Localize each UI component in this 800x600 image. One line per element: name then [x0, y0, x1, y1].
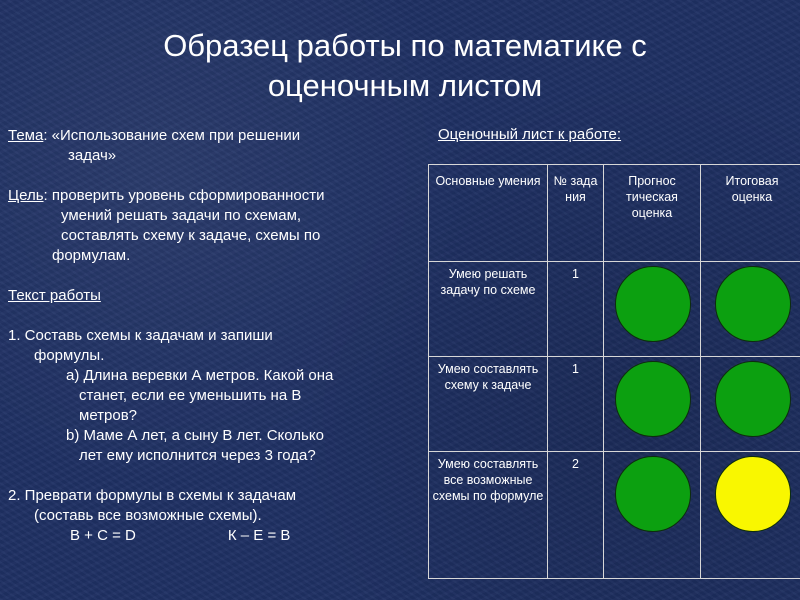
task1b-line-1: b) Маме А лет, а сыну В лет. Сколько [66, 427, 324, 444]
forecast-cell [604, 452, 701, 579]
formula-1: В + С = D [70, 527, 136, 544]
task1a-line-1: а) Длина веревки А метров. Какой она [66, 367, 334, 384]
topic-line [8, 126, 408, 146]
task2-line-2: (составь все возможные схемы). [34, 507, 262, 524]
title-line-2: оценочным листом [267, 68, 543, 103]
goal-label: Цель [8, 187, 44, 204]
final-mark-circle [715, 266, 791, 342]
final-mark-circle [715, 361, 791, 437]
forecast-mark-circle [615, 456, 691, 532]
task1-line-1: 1. Составь схемы к задачам и запиши [8, 327, 273, 344]
header-skills: Основные умения [429, 165, 548, 262]
goal-line-3: составлять схему к задаче, схемы по [61, 227, 321, 244]
task-number-cell: 1 [548, 357, 604, 452]
table-row [429, 452, 800, 579]
header-task-number: № зада ния [548, 165, 604, 262]
title-line-1: Образец работы по математике с [163, 28, 647, 63]
header-final: Итоговая оценка [701, 165, 800, 262]
goal-line-2: умений решать задачи по схемам, [61, 207, 302, 224]
task1a-line-2: станет, если ее уменьшить на В [79, 387, 302, 404]
topic-text: : «Использование схем при решении [43, 127, 301, 144]
final-cell [701, 262, 800, 357]
task-number-cell: 1 [548, 262, 604, 357]
task1b-line-2: лет ему исполнится через 3 года? [79, 447, 316, 464]
table-header-row [429, 165, 800, 262]
assessment-table [428, 164, 800, 579]
final-cell [701, 357, 800, 452]
skill-cell: Умею составлять все возможные схемы по формуле [429, 452, 548, 579]
work-label: Текст работы [8, 287, 101, 304]
table-row [429, 262, 800, 357]
formula-2: К – Е = В [227, 527, 291, 544]
task2-line-1: 2. Преврати формулы в схемы к задачам [8, 487, 297, 504]
goal-line-4: формулам. [52, 247, 131, 264]
formula-line [8, 526, 408, 546]
forecast-cell [604, 262, 701, 357]
slide-title [60, 26, 750, 106]
forecast-mark-circle [615, 361, 691, 437]
forecast-mark-circle [615, 266, 691, 342]
table-row [429, 357, 800, 452]
goal-line [8, 186, 408, 206]
task-number-cell: 2 [548, 452, 604, 579]
skill-cell: Умею решать задачу по схеме [429, 262, 548, 357]
task1a-line-3: метров? [79, 407, 138, 424]
topic-continuation: задач» [68, 147, 117, 164]
assessment-sheet-title: Оценочный лист к работе: [438, 126, 622, 143]
task1-line-2: формулы. [34, 347, 105, 364]
header-forecast: Прогнос тическая оценка [604, 165, 701, 262]
forecast-cell [604, 357, 701, 452]
skill-cell: Умею составлять схему к задаче [429, 357, 548, 452]
work-text-block [8, 126, 408, 546]
topic-label: Тема [8, 127, 44, 144]
goal-text: : проверить уровень сформированности [43, 187, 325, 204]
final-cell [701, 452, 800, 579]
final-mark-circle [715, 456, 791, 532]
